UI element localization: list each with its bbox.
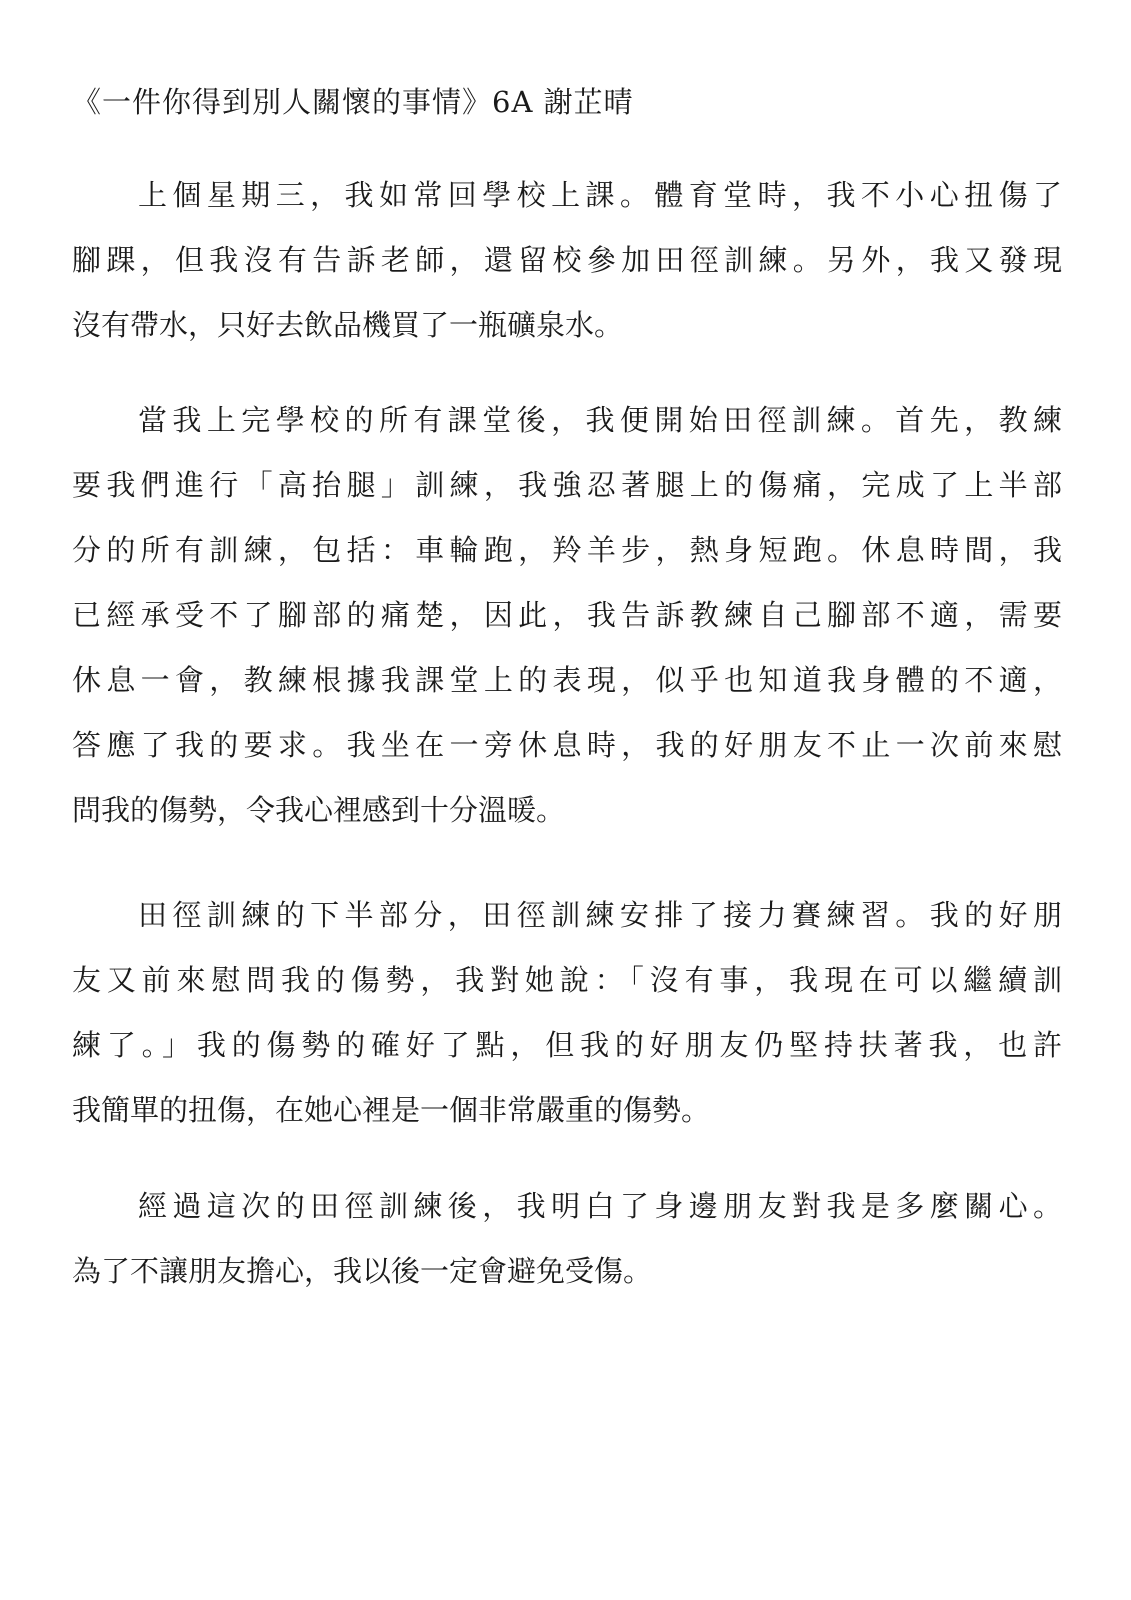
paragraph-line: 答應了我的要求。我坐在一旁休息時，我的好朋友不止一次前來慰 bbox=[72, 728, 1062, 762]
paragraph-line: 為了不讓朋友擔心，我以後一定會避免受傷。 bbox=[72, 1254, 653, 1288]
paragraph-line: 上個星期三，我如常回學校上課。體育堂時，我不小心扭傷了 bbox=[138, 178, 1062, 212]
paragraph-line: 當我上完學校的所有課堂後，我便開始田徑訓練。首先，教練 bbox=[138, 403, 1062, 437]
paragraph-4 bbox=[72, 1186, 1062, 1316]
paragraph-line: 沒有帶水，只好去飲品機買了一瓶礦泉水。 bbox=[72, 308, 624, 342]
paragraph-2 bbox=[72, 400, 1062, 855]
paragraph-line: 練了。」我的傷勢的確好了點，但我的好朋友仍堅持扶著我，也許 bbox=[72, 1028, 1062, 1062]
paragraph-line: 我簡單的扭傷，在她心裡是一個非常嚴重的傷勢。 bbox=[72, 1093, 711, 1127]
essay-title: 《一件你得到別人關懷的事情》6A 謝芷晴 bbox=[72, 85, 634, 119]
paragraph-line: 已經承受不了腳部的痛楚，因此，我告訴教練自己腳部不適，需要 bbox=[72, 598, 1062, 632]
paragraph-1 bbox=[72, 175, 1062, 370]
paragraph-line: 友又前來慰問我的傷勢，我對她說：「沒有事，我現在可以繼續訓 bbox=[72, 963, 1062, 997]
paragraph-line: 分的所有訓練，包括：車輪跑，羚羊步，熱身短跑。休息時間，我 bbox=[72, 533, 1062, 567]
paragraph-line: 休息一會，教練根據我課堂上的表現，似乎也知道我身體的不適， bbox=[72, 663, 1062, 697]
paragraph-line: 經過這次的田徑訓練後，我明白了身邊朋友對我是多麼關心。 bbox=[138, 1189, 1062, 1223]
paragraph-3 bbox=[72, 895, 1062, 1155]
paragraph-line: 要我們進行「高抬腿」訓練，我強忍著腿上的傷痛，完成了上半部 bbox=[72, 468, 1062, 502]
paragraph-line: 問我的傷勢，令我心裡感到十分溫暖。 bbox=[72, 793, 566, 827]
paragraph-line: 腳踝，但我沒有告訴老師，還留校參加田徑訓練。另外，我又發現 bbox=[72, 243, 1062, 277]
paragraph-line: 田徑訓練的下半部分，田徑訓練安排了接力賽練習。我的好朋 bbox=[138, 898, 1062, 932]
